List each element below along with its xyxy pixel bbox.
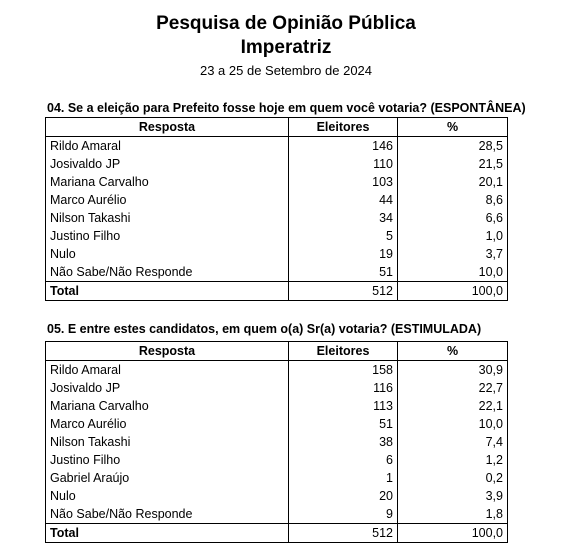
total-cell-resposta: Total <box>46 282 289 301</box>
cell-eleitores: 20 <box>289 487 398 505</box>
cell-eleitores: 44 <box>289 191 398 209</box>
total-cell-percent: 100,0 <box>398 282 508 301</box>
cell-resposta: Não Sabe/Não Responde <box>46 505 289 524</box>
cell-resposta: Nulo <box>46 245 289 263</box>
column-header-resposta: Resposta <box>46 342 289 361</box>
cell-percent: 1,8 <box>398 505 508 524</box>
table-row <box>46 263 508 282</box>
question-04-table <box>45 117 508 301</box>
cell-percent: 1,0 <box>398 227 508 245</box>
cell-resposta: Marco Aurélio <box>46 191 289 209</box>
cell-eleitores: 5 <box>289 227 398 245</box>
cell-percent: 7,4 <box>398 433 508 451</box>
table-header-row <box>46 118 508 137</box>
cell-resposta: Mariana Carvalho <box>46 397 289 415</box>
cell-percent: 3,9 <box>398 487 508 505</box>
column-header-eleitores: Eleitores <box>289 342 398 361</box>
cell-percent: 22,7 <box>398 379 508 397</box>
cell-percent: 8,6 <box>398 191 508 209</box>
table-row <box>46 209 508 227</box>
cell-resposta: Marco Aurélio <box>46 415 289 433</box>
total-cell-eleitores: 512 <box>289 282 398 301</box>
table-total-row <box>46 524 508 543</box>
cell-percent: 6,6 <box>398 209 508 227</box>
table-row <box>46 397 508 415</box>
table-row <box>46 155 508 173</box>
total-cell-resposta: Total <box>46 524 289 543</box>
table-row <box>46 227 508 245</box>
cell-resposta: Rildo Amaral <box>46 137 289 156</box>
cell-eleitores: 34 <box>289 209 398 227</box>
cell-percent: 10,0 <box>398 415 508 433</box>
cell-percent: 21,5 <box>398 155 508 173</box>
cell-percent: 10,0 <box>398 263 508 282</box>
cell-eleitores: 158 <box>289 361 398 380</box>
table-row <box>46 415 508 433</box>
cell-resposta: Gabriel Araújo <box>46 469 289 487</box>
cell-resposta: Mariana Carvalho <box>46 173 289 191</box>
table-total-row <box>46 282 508 301</box>
table-row <box>46 433 508 451</box>
cell-resposta: Rildo Amaral <box>46 361 289 380</box>
table-row <box>46 487 508 505</box>
cell-eleitores: 146 <box>289 137 398 156</box>
cell-percent: 30,9 <box>398 361 508 380</box>
cell-percent: 22,1 <box>398 397 508 415</box>
cell-eleitores: 19 <box>289 245 398 263</box>
cell-eleitores: 51 <box>289 415 398 433</box>
cell-percent: 3,7 <box>398 245 508 263</box>
cell-eleitores: 38 <box>289 433 398 451</box>
total-cell-percent: 100,0 <box>398 524 508 543</box>
table-row <box>46 173 508 191</box>
cell-eleitores: 51 <box>289 263 398 282</box>
cell-resposta: Josivaldo JP <box>46 155 289 173</box>
cell-percent: 1,2 <box>398 451 508 469</box>
report-date: 23 a 25 de Setembro de 2024 <box>199 63 373 78</box>
column-header-resposta: Resposta <box>46 118 289 137</box>
cell-resposta: Josivaldo JP <box>46 379 289 397</box>
cell-percent: 0,2 <box>398 469 508 487</box>
cell-eleitores: 116 <box>289 379 398 397</box>
cell-eleitores: 9 <box>289 505 398 524</box>
question-05-title: 05. E entre estes candidatos, em quem o(a) Sr(a) votaria? (ESTIMULADA) <box>47 322 482 336</box>
column-header-percent: % <box>398 342 508 361</box>
total-cell-eleitores: 512 <box>289 524 398 543</box>
table-row <box>46 379 508 397</box>
cell-resposta: Não Sabe/Não Responde <box>46 263 289 282</box>
table-row <box>46 191 508 209</box>
cell-eleitores: 103 <box>289 173 398 191</box>
cell-resposta: Justino Filho <box>46 451 289 469</box>
report-city: Imperatriz <box>240 37 332 58</box>
cell-eleitores: 6 <box>289 451 398 469</box>
column-header-percent: % <box>398 118 508 137</box>
table-row <box>46 469 508 487</box>
cell-resposta: Justino Filho <box>46 227 289 245</box>
cell-percent: 28,5 <box>398 137 508 156</box>
column-header-eleitores: Eleitores <box>289 118 398 137</box>
table-row <box>46 361 508 380</box>
question-04-title: 04. Se a eleição para Prefeito fosse hoje em quem você votaria? (ESPONTÂNEA) <box>47 101 526 115</box>
cell-eleitores: 110 <box>289 155 398 173</box>
report-title: Pesquisa de Opinião Pública <box>156 13 416 34</box>
cell-resposta: Nilson Takashi <box>46 433 289 451</box>
table-header-row <box>46 342 508 361</box>
cell-resposta: Nulo <box>46 487 289 505</box>
table-row <box>46 505 508 524</box>
cell-resposta: Nilson Takashi <box>46 209 289 227</box>
cell-eleitores: 113 <box>289 397 398 415</box>
cell-eleitores: 1 <box>289 469 398 487</box>
table-row <box>46 245 508 263</box>
table-row <box>46 137 508 156</box>
table-row <box>46 451 508 469</box>
question-05-table <box>45 341 508 543</box>
cell-percent: 20,1 <box>398 173 508 191</box>
